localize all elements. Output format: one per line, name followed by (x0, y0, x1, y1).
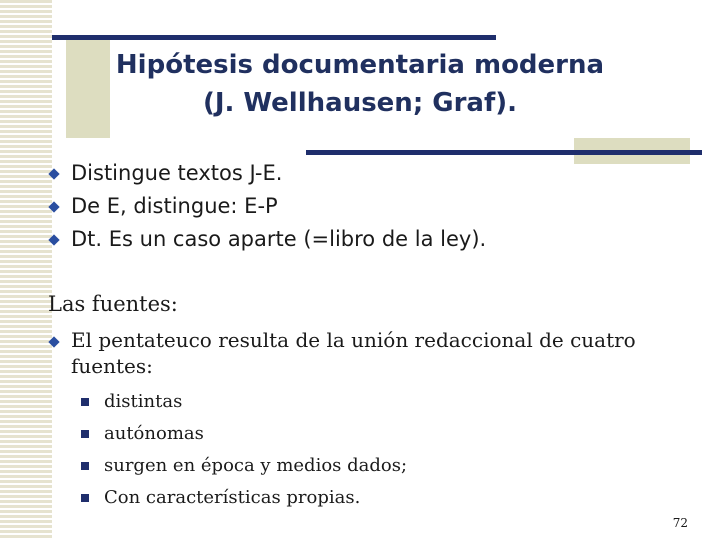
title-rule-top (52, 35, 496, 40)
bullet-text: Dt. Es un caso aparte (=libro de la ley). (71, 227, 487, 251)
sub-item: distintas (104, 391, 183, 412)
sub-item: surgen en época y medios dados; (104, 455, 408, 476)
slide-title-line-1: Hipótesis documentaria moderna (115, 50, 605, 80)
square-bullet-icon (81, 494, 89, 502)
page-number: 72 (672, 516, 688, 530)
bullet-text: Distingue textos J-E. (71, 161, 283, 185)
sub-item: Con características propias. (104, 487, 361, 508)
sub-item: autónomas (104, 423, 204, 444)
diamond-bullet-icon (48, 336, 59, 347)
paragraph-text: El pentateuco resulta de la unión redaccional de cuatro fuentes: (71, 328, 636, 378)
title-rule-bottom (306, 150, 702, 155)
slide-title-line-2: (J. Wellhausen; Graf). (202, 88, 518, 118)
paragraph-bullet (50, 327, 690, 379)
square-bullet-icon (81, 462, 89, 470)
square-bullet-icon (81, 430, 89, 438)
decorative-stripe-band (0, 0, 52, 540)
section-heading: Las fuentes: (48, 292, 178, 316)
square-bullet-icon (81, 398, 89, 406)
bullet-text: De E, distingue: E-P (71, 194, 278, 218)
